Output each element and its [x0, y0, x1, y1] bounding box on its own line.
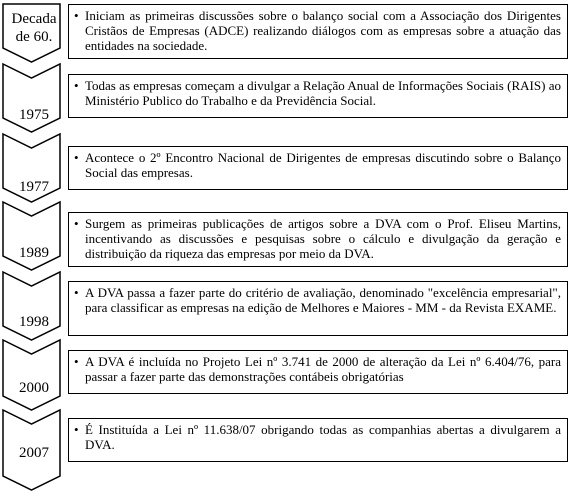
timeline-year-label: 1977 — [19, 179, 49, 195]
bullet-icon: • — [74, 78, 79, 93]
bullet-icon: • — [74, 150, 79, 165]
timeline-event-box — [68, 418, 568, 462]
bullet-icon: • — [74, 285, 79, 300]
bullet-icon: • — [74, 8, 79, 23]
timeline-event-text: É Instituída a Lei nº 11.638/07 obrigando todas as companhias abertas a divulgarem a DVA. — [85, 422, 561, 452]
timeline-event-box — [68, 350, 568, 394]
timeline-event-box — [68, 146, 568, 190]
timeline-event-text: Acontece o 2º Encontro Nacional de Dirigentes de empresas discutindo sobre o Balanço Social das empresas. — [85, 150, 561, 180]
timeline-event-text: Todas as empresas começam a divulgar a Relação Anual de Informações Sociais (RAIS) ao Ministério Publico do Trabalho e da Previdência Social. — [85, 78, 561, 108]
timeline-year-label: 1998 — [19, 314, 49, 330]
bullet-icon: • — [74, 216, 79, 231]
timeline-chevron — [3, 340, 60, 410]
timeline-event-box — [68, 4, 568, 59]
timeline-event-box — [68, 74, 568, 118]
timeline-event-text: Iniciam as primeiras discussões sobre o balanço social com a Associação dos Dirigentes Cristãos de Empresas (ADCE) realizando diálogos com as empresas sobre a atuação das entidades na sociedade. — [85, 8, 561, 53]
timeline-event-box — [68, 281, 568, 336]
timeline-year-label: Decada de 60. — [11, 11, 57, 45]
timeline-event-text: Surgem as primeiras publicações de artigos sobre a DVA com o Prof. Eliseu Martins, incentivando as discussões e pesquisas sobre o cálculo e divulgação da geração e distribuição da riqueza das empresas por meio da DVA. — [85, 216, 561, 261]
bullet-icon: • — [74, 422, 79, 437]
bullet-icon: • — [74, 354, 79, 369]
timeline-year-label: 1989 — [19, 245, 49, 261]
timeline-year-label: 1975 — [19, 107, 49, 123]
timeline-event-text: A DVA é incluída no Projeto Lei nº 3.741 de 2000 de alteração da Lei nº 6.404/76, para passar a fazer parte das demonstrações contábeis obrigatórias — [85, 354, 561, 384]
timeline-event-text: A DVA passa a fazer parte do critério de avaliação, denominado "excelência empresarial", para classificar as empresas na edição de Melhores e Maiores - MM - da Revista EXAME. — [85, 285, 561, 315]
timeline-year-label: 2000 — [19, 380, 49, 396]
timeline-event-box — [68, 212, 568, 267]
timeline-year-label: 2007 — [19, 445, 49, 461]
